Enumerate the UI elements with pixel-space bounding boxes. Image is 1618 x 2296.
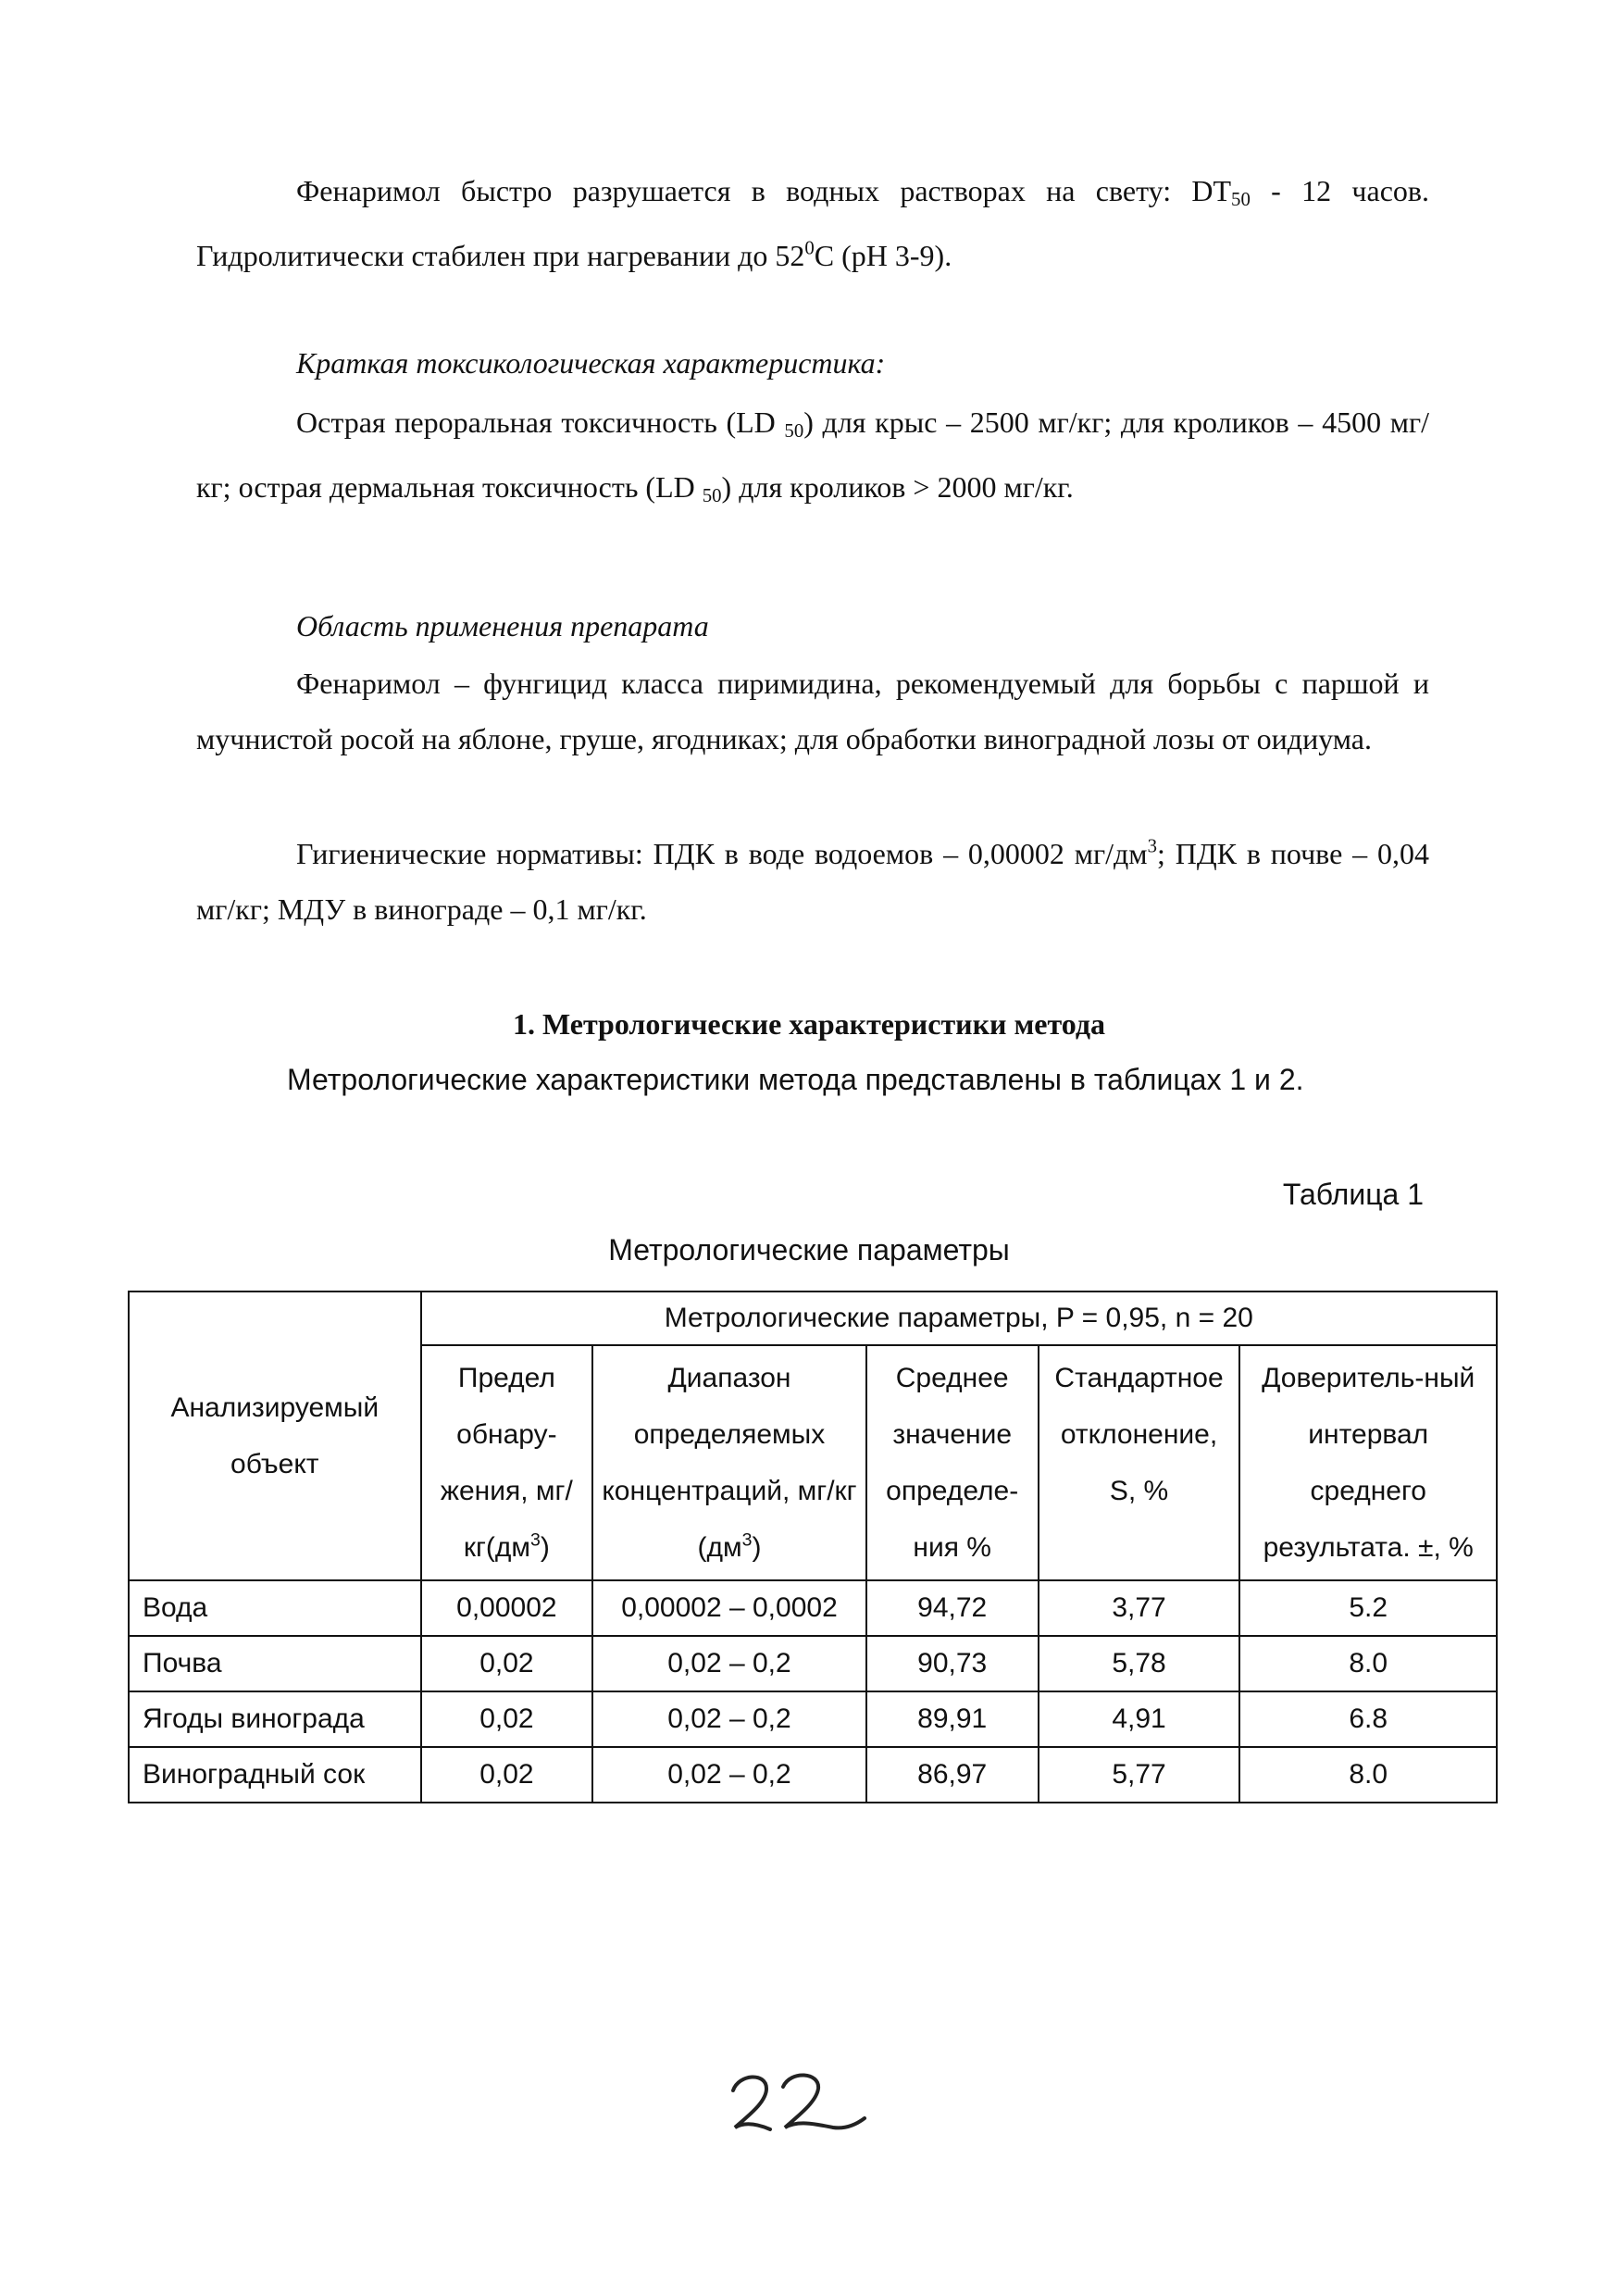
cell-range: 0,00002 – 0,0002 xyxy=(592,1580,866,1636)
handwritten-digit-2-second xyxy=(783,2075,865,2128)
header-lod-text: Предел обнару-жения, мг/кг(дм xyxy=(440,1363,573,1563)
cell-object: Почва xyxy=(129,1636,421,1691)
table-row xyxy=(129,1580,1497,1636)
intro-sub: 50 xyxy=(1231,189,1251,211)
tox-sub-1: 50 xyxy=(784,420,804,443)
cell-range: 0,02 – 0,2 xyxy=(592,1691,866,1747)
header-group: Метрологические параметры, P = 0,95, n = 20 xyxy=(421,1292,1497,1345)
intro-text-a: Фенаримол быстро разрушается в водных растворах на свету: DT xyxy=(296,174,1232,207)
table-caption: Метрологические параметры xyxy=(608,1233,1010,1267)
section-text: Метрологические характеристики метода представлены в таблицах 1 и 2. xyxy=(287,1063,1304,1096)
header-range-sup: 3 xyxy=(741,1529,753,1551)
cell-sd: 3,77 xyxy=(1039,1580,1240,1636)
hyg-text-b: ; ПДК в почве – 0,04 мг/кг; МДУ в винограде – 0,1 мг/кг. xyxy=(196,837,1430,926)
header-mean: Среднее значение определе-ния % xyxy=(866,1345,1039,1580)
header-object: Анализируемый объект xyxy=(129,1292,421,1580)
cell-ci: 8.0 xyxy=(1239,1636,1497,1691)
metrology-table xyxy=(128,1291,1498,1803)
cell-mean: 90,73 xyxy=(866,1636,1039,1691)
cell-ci: 5.2 xyxy=(1239,1580,1497,1636)
cell-range: 0,02 – 0,2 xyxy=(592,1747,866,1803)
cell-lod: 0,02 xyxy=(421,1691,593,1747)
hyg-text-a: Гигиенические нормативы: ПДК в воде водоемов – 0,00002 мг/дм xyxy=(296,837,1148,870)
tox-text-c: ) для кроликов > 2000 мг/кг. xyxy=(721,470,1074,505)
cell-sd: 5,77 xyxy=(1039,1747,1240,1803)
header-lod-close: ) xyxy=(540,1532,550,1563)
header-range-close: ) xyxy=(752,1532,762,1563)
header-sd: Стандартное отклонение, S, % xyxy=(1039,1345,1240,1580)
table-row xyxy=(129,1636,1497,1691)
intro-text-c: С (pH 3-9). xyxy=(814,239,952,273)
cell-mean: 89,91 xyxy=(866,1691,1039,1747)
cell-object: Вода xyxy=(129,1580,421,1636)
handwritten-page-number xyxy=(713,2063,879,2146)
table-row xyxy=(129,1691,1497,1747)
section-title: 1. Метрологические характеристики метода xyxy=(512,1007,1106,1041)
header-ci: Доверитель-ный интервал среднего результата. ±, % xyxy=(1239,1345,1497,1580)
cell-ci: 8.0 xyxy=(1239,1747,1497,1803)
cell-object: Ягоды винограда xyxy=(129,1691,421,1747)
table-row xyxy=(129,1747,1497,1803)
cell-object: Виноградный сок xyxy=(129,1747,421,1803)
cell-lod: 0,00002 xyxy=(421,1580,593,1636)
intro-paragraph xyxy=(196,163,1429,283)
header-range xyxy=(592,1345,866,1580)
cell-lod: 0,02 xyxy=(421,1636,593,1691)
header-lod-sup: 3 xyxy=(530,1529,541,1551)
toxicology-paragraph xyxy=(196,394,1429,524)
cell-range: 0,02 – 0,2 xyxy=(592,1636,866,1691)
application-heading: Область применения препарата xyxy=(296,609,709,643)
table-number: Таблица 1 xyxy=(1282,1178,1424,1211)
hygiene-paragraph xyxy=(196,826,1429,937)
header-lod xyxy=(421,1345,593,1580)
table-header-row xyxy=(129,1292,1497,1345)
cell-mean: 94,72 xyxy=(866,1580,1039,1636)
tox-text-a: Острая пероральная токсичность (LD xyxy=(296,406,785,439)
cell-sd: 4,91 xyxy=(1039,1691,1240,1747)
handwritten-digit-2-first xyxy=(733,2077,770,2129)
cell-lod: 0,02 xyxy=(421,1747,593,1803)
cell-ci: 6.8 xyxy=(1239,1691,1497,1747)
cell-mean: 86,97 xyxy=(866,1747,1039,1803)
intro-sup: 0 xyxy=(804,237,815,259)
cell-sd: 5,78 xyxy=(1039,1636,1240,1691)
hyg-sup: 3 xyxy=(1147,835,1157,857)
toxicology-heading: Краткая токсикологическая характеристика: xyxy=(296,346,886,380)
intro-text-b: - 12 часов. Гидролитически стабилен при нагревании до 52 xyxy=(196,174,1429,273)
tox-text-b: ) для крыс – 2500 мг/кг; для кроликов – 4500 мг/кг; острая дермальная токсичность (LD xyxy=(196,406,1430,505)
header-range-text: Диапазон определяемых концентраций, мг/кг (дм xyxy=(602,1363,857,1563)
application-paragraph: Фенаримол – фунгицид класса пиримидина, рекомендуемый для борьбы с паршой и мучнистой росой на яблоне, груше, ягодниках; для обработки виноградной лозы от оидиума. xyxy=(196,667,1429,755)
tox-sub-2: 50 xyxy=(702,485,722,507)
